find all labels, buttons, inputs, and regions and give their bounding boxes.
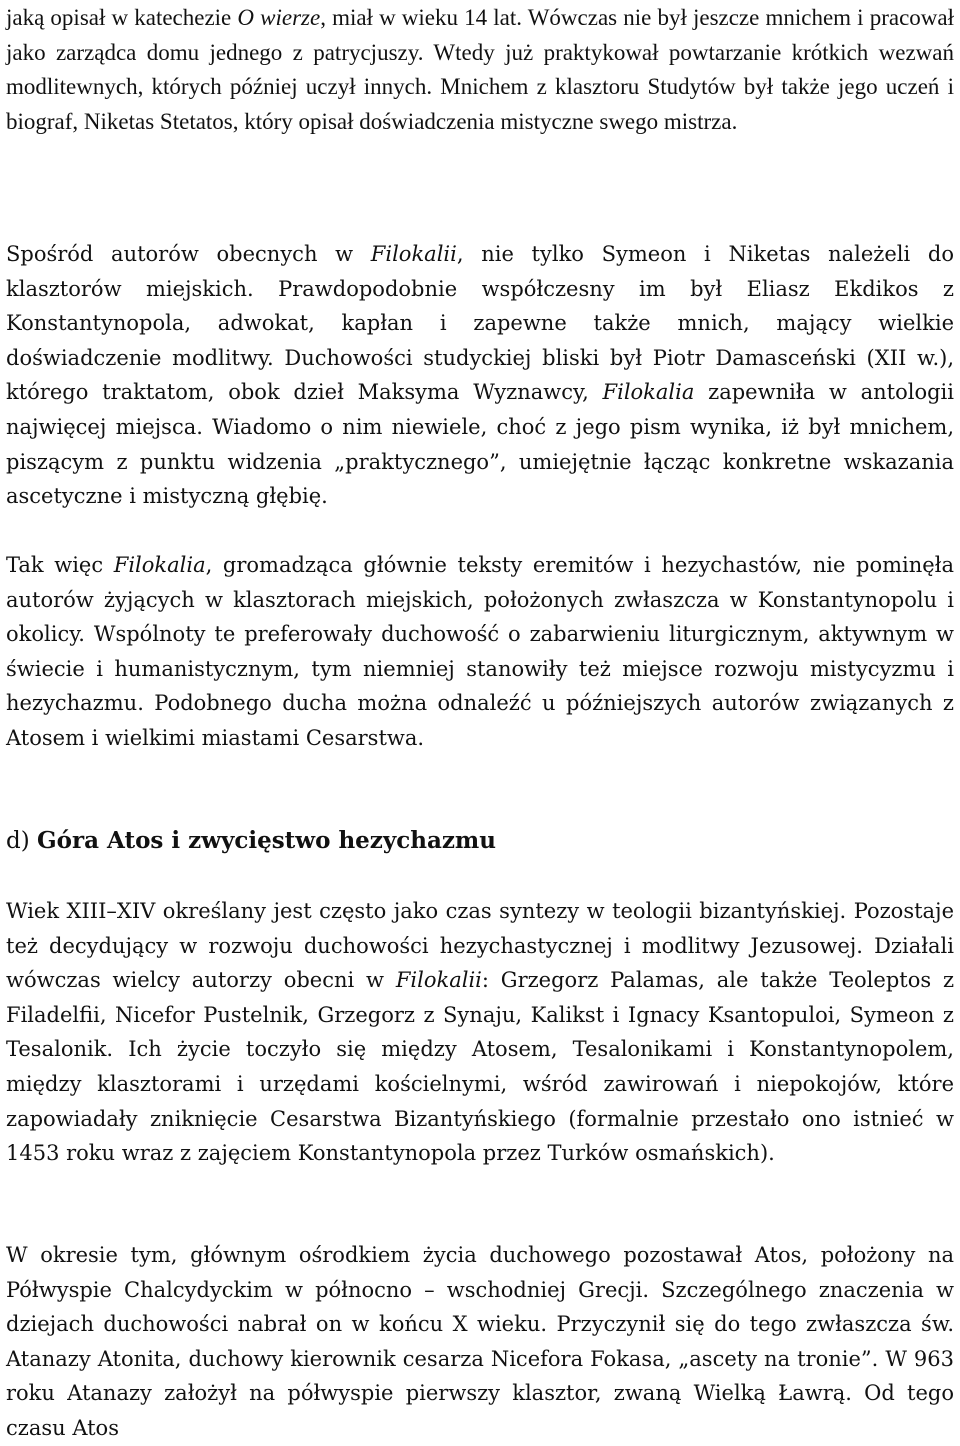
text-run: : Grzegorz Palamas, ale także Teoleptos z Filadelfii, Nicefor Pustelnik, Grzegorz z Synaju, Kalikst i Ignacy Ksantopuloi, Symeon z Tesalonik. Ich życie toczyło się między Atosem, Tesalonikami i Konstantynopolem, między klasztorami i urzędami kościelnymi, wśród zawirowań i niepokojów, które zapowiadały zniknięcie Cesarstwa Bizantyńskiego (formalnie przestało ono istnieć w 1453 roku wraz z zajęciem Konstantynopola przez Turków osmańskich). [6,968,955,1166]
italic-title-filokalii: Filokalii [370,242,457,266]
text-run: , miał w wieku 14 lat. Wówczas nie był jeszcze mnichem i pracował jako zarządca domu jednego z patrycjuszy. Wtedy już praktykował powtarzanie krótkich wezwań modlitewnych, których później uczył innych. Mnichem z klasztoru Studytów był także jego uczeń i biograf, Niketas Stetatos, który opisał doświadczenia mistyczne swego mistrza. [6,5,954,134]
text-run: , nie tylko Symeon i Niketas należeli do klasztorów miejskich. Prawdopodobnie współczesny im był Eliasz Ekdikos z Konstantynopola, adwokat, kapłan i zapewne także mnich, mający wielkie doświadczenie modlitwy. Duchowości studyckiej bliski był Piotr Damasceński (XII w.), którego traktatom, obok dzieł Maksyma Wyznawcy, [6,242,954,405]
text-run: , gromadząca głównie teksty eremitów i hezychastów, nie pominęła autorów żyjących w klasztorach miejskich, położonych zwłaszcza w Konstantynopolu i okolicy. Wspólnoty te preferowały duchowość o zabarwieniu liturgicznym, aktywnym w świecie i humanistycznym, tym niemniej stanowiły też miejsce rozwoju mistycyzmu i hezychazmu. Podobnego ducha można odnaleźć u późniejszych autorów związanych z Atosem i wielkimi miastami Cesarstwa. [6,553,954,750]
paragraph-symeon-niketas [6,1,954,139]
italic-title-filokalii: Filokalii [395,968,482,993]
paragraph-xiii-xiv-century [6,894,954,1171]
section-heading-prefix: d) [6,828,38,854]
text-run: zapewniła w antologii najwięcej miejsca. Wiadomo o nim niewiele, choć z jego pism wynika, iż był mnichem, piszącym z punktu widzenia „praktycznego”, umiejętnie łącząc konkretne wskazania ascetyczne i mistyczną głębię. [6,380,954,509]
text-run: Wiek XIII–XIV określany jest często jako czas syntezy w teologii bizantyńskiej. Pozostaje też decydujący w rozwoju duchowości hezychastycznej i modlitwy Jezusowej. Działali wówczas wielcy autorzy obecni w [6,899,954,993]
italic-title-filokalia: Filokalia [113,553,206,577]
text-run: W okresie tym, głównym ośrodkiem życia duchowego pozostawał Atos, położony na Półwyspie Chalcydyckim w północno – wschodniej Grecji. Szczególnego znaczenia w dziejach duchowości nabrał on w końcu X wieku. Przyczynił się do tego zwłaszcza św. Atanazy Atonita, duchowy kierownik cesarza Nicefora Fokasa, „ascety na tronie”. W 963 roku Atanazy założył na półwyspie pierwszy klasztor, zwaną Wielką Ławrą. Od tego czasu Atos [6,1243,954,1440]
paragraph-urban-monasteries [6,548,954,756]
section-heading [6,824,954,858]
text-run: Tak więc [6,553,114,577]
paragraph-athos [6,1238,954,1446]
section-heading-title: Góra Atos i zwycięstwo hezychazmu [37,827,496,854]
text-run: Spośród autorów obecnych w [6,242,371,266]
italic-title-filokalia: Filokalia [602,380,695,405]
text-run: jaką opisał w katechezie [6,5,238,30]
paragraph-filokalia-authors [6,237,954,514]
italic-title-o-wierze: O wierze [237,5,321,30]
